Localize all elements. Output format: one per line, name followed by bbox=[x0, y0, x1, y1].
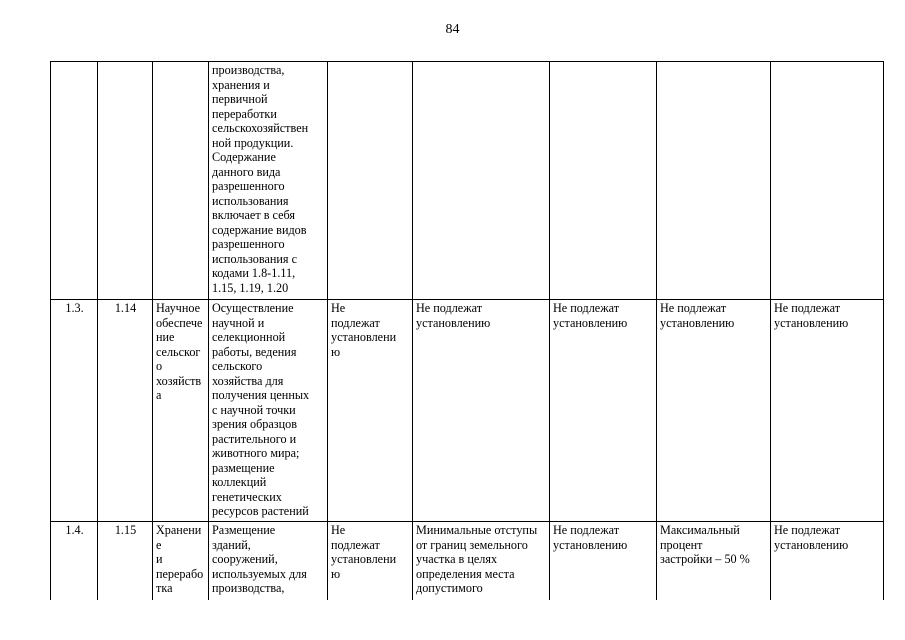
cell-row-number: 1.4. bbox=[51, 522, 98, 611]
cell-col5 bbox=[328, 62, 413, 300]
cell-col5: Не подлежат установлени ю bbox=[328, 522, 413, 611]
cell-col9: Не подлежат установлению bbox=[771, 300, 884, 522]
cell-use-description: производства, хранения и первичной переработки сельскохозяйствен ной продукции. Содержание данного вида разрешенного использования включает в себя содержание видов разрешенного использования с кодами 1.8-1.11, 1.15, 1.19, 1.20 bbox=[209, 62, 328, 300]
cell-col9 bbox=[771, 62, 884, 300]
cell-use-description: Осуществление научной и селекционной работы, ведения сельского хозяйства для получения ценных с научной точки зрения образцов растительного и животного мира; размещение коллекций генетических ресурсов растений bbox=[209, 300, 328, 522]
cell-col7: Не подлежат установлению bbox=[550, 300, 657, 522]
cell-col6: Минимальные отступы от границ земельного участка в целях определения места допустимого bbox=[413, 522, 550, 611]
cell-use-name: Научное обеспече ние сельского хозяйства bbox=[153, 300, 209, 522]
cell-col7 bbox=[550, 62, 657, 300]
cell-use-description: Размещение зданий, сооружений, используемых для производства, bbox=[209, 522, 328, 611]
table-row bbox=[51, 522, 884, 611]
page-bottom-margin bbox=[0, 600, 905, 640]
table-row bbox=[51, 300, 884, 522]
cell-code bbox=[98, 62, 153, 300]
cell-use-name bbox=[153, 62, 209, 300]
cell-use-name: Хранение и перерабо тка bbox=[153, 522, 209, 611]
cell-col7: Не подлежат установлению bbox=[550, 522, 657, 611]
cell-col8: Не подлежат установлению bbox=[657, 300, 771, 522]
cell-col8: Максимальный процент застройки – 50 % bbox=[657, 522, 771, 611]
cell-row-number bbox=[51, 62, 98, 300]
regulations-table bbox=[50, 61, 884, 611]
table-row bbox=[51, 62, 884, 300]
cell-row-number: 1.3. bbox=[51, 300, 98, 522]
cell-col5: Не подлежат установлени ю bbox=[328, 300, 413, 522]
cell-col8 bbox=[657, 62, 771, 300]
cell-code: 1.15 bbox=[98, 522, 153, 611]
page-number: 84 bbox=[445, 22, 460, 37]
cell-code: 1.14 bbox=[98, 300, 153, 522]
cell-col6 bbox=[413, 62, 550, 300]
cell-col6: Не подлежат установлению bbox=[413, 300, 550, 522]
cell-col9: Не подлежат установлению bbox=[771, 522, 884, 611]
